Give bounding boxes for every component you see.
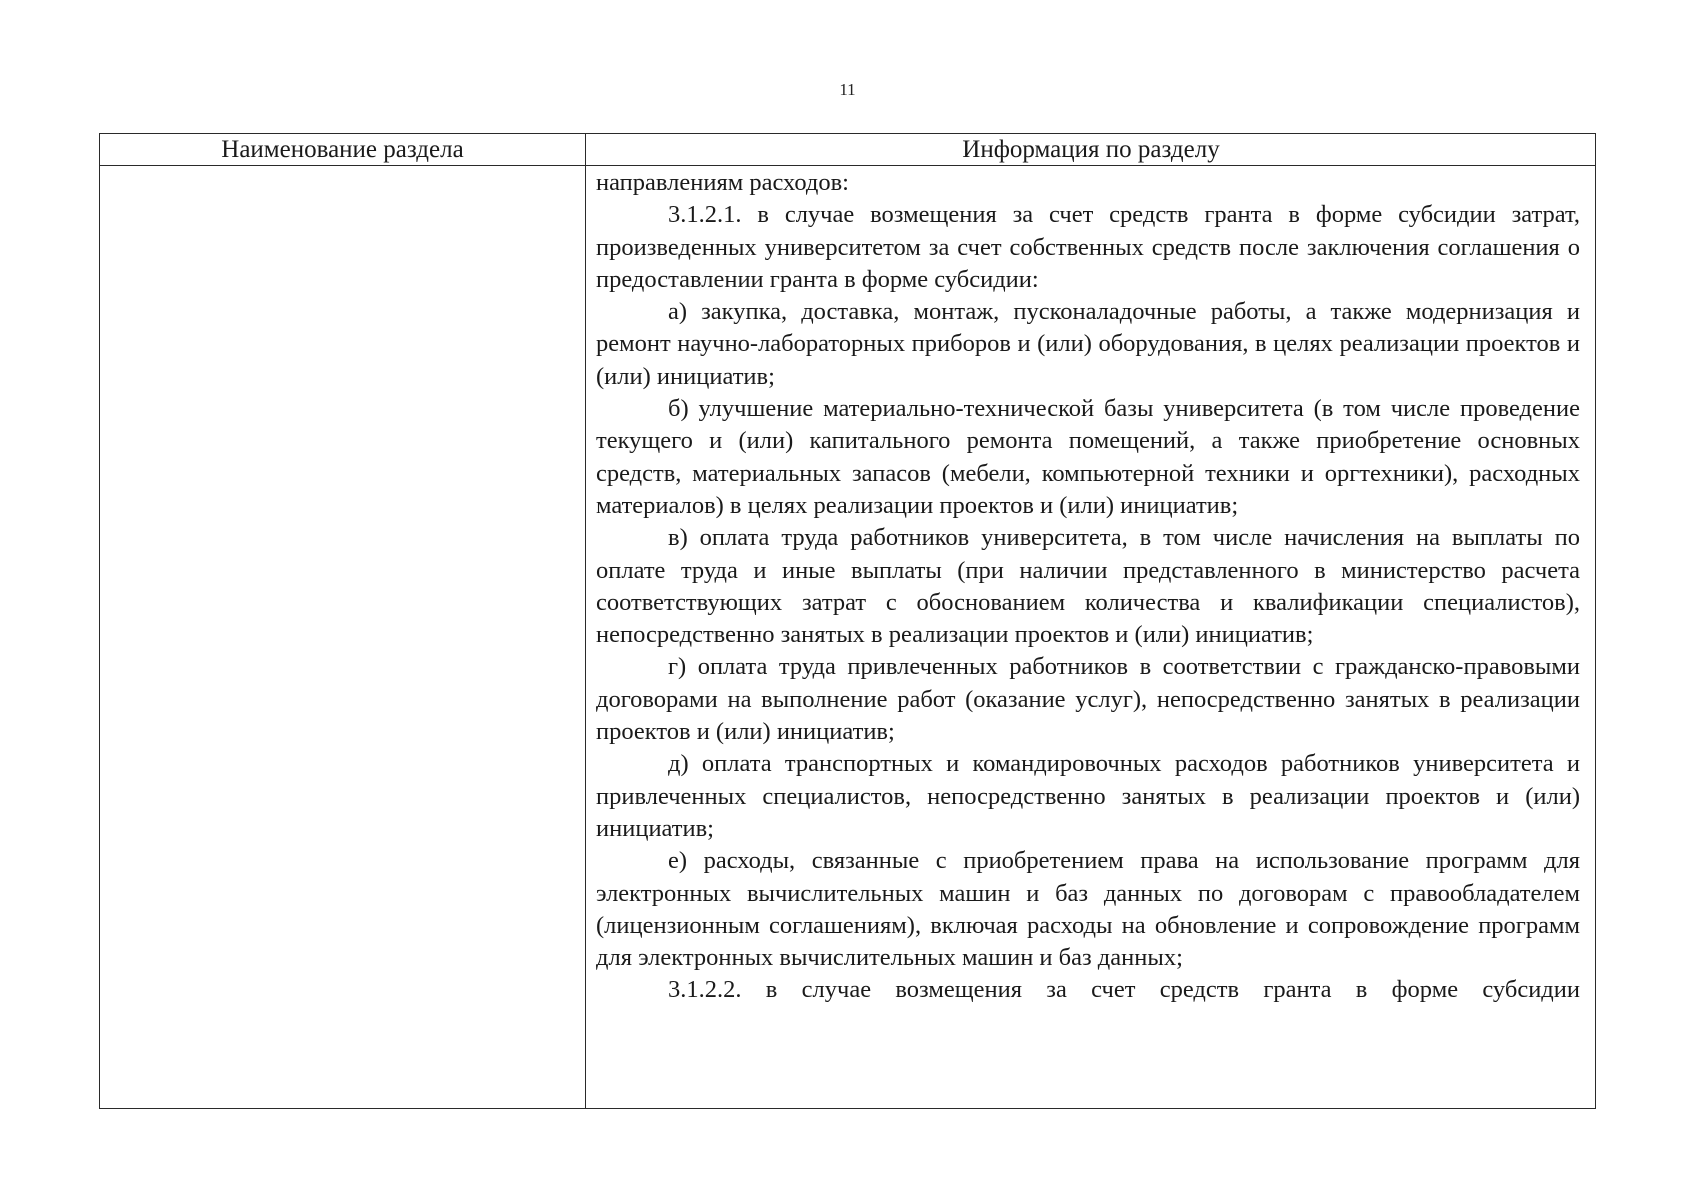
paragraph-3-1-2-2: 3.1.2.2. в случае возмещения за счет средств гранта в форме субсидии <box>668 976 1580 1004</box>
paragraph-item-e: е) расходы, связанные с приобретением права на использование программ для электронных вычислительных машин и баз данных по договорам с правообладателем (лицензионным соглашениям), включая расходы на обновление и сопровождение программ для электронных вычислительных машин и баз данных; <box>596 847 1580 972</box>
paragraph-1: направлениям расходов: <box>596 169 849 196</box>
table-header-row <box>100 134 1595 166</box>
column-divider <box>585 134 586 1108</box>
section-info-cell <box>596 167 1580 1007</box>
header-section-name: Наименование раздела <box>221 136 464 163</box>
paragraph-item-b: б) улучшение материально-технической базы университета (в том числе проведение текущего и (или) капитального ремонта помещений, а также приобретение основных средств, материальных запасов (мебели, компьютерной техники и оргтехники), расходных материалов) в целях реализации проектов и (или) инициатив; <box>596 395 1580 519</box>
paragraph-item-a: а) закупка, доставка, монтаж, пусконаладочные работы, а также модернизация и ремонт научно-лабораторных приборов и (или) оборудования, в целях реализации проектов и (или) инициатив; <box>596 298 1580 390</box>
page-number: 11 <box>839 80 856 99</box>
header-section-info: Информация по разделу <box>962 136 1220 163</box>
section-info-table <box>99 133 1596 1109</box>
paragraph-3-1-2-1: 3.1.2.1. в случае возмещения за счет средств гранта в форме субсидии затрат, произведенных университетом за счет собственных средств после заключения соглашения о предоставлении гранта в форме субсидии: <box>596 201 1580 293</box>
paragraph-item-g: г) оплата труда привлеченных работников в соответствии с гражданско-правовыми договорами на выполнение работ (оказание услуг), непосредственно занятых в реализации проектов и (или) инициатив; <box>596 653 1580 746</box>
paragraph-item-v: в) оплата труда работников университета, в том числе начисления на выплаты по оплате труда и иные выплаты (при наличии представленного в министерство расчета соответствующих затрат с обоснованием количества и квалификации специалистов), непосредственно занятых в реализации проектов и (или) инициатив; <box>596 524 1580 649</box>
paragraph-item-d: д) оплата транспортных и командировочных расходов работников университета и привлеченных специалистов, непосредственно занятых в реализации проектов и (или) инициатив; <box>596 750 1580 842</box>
